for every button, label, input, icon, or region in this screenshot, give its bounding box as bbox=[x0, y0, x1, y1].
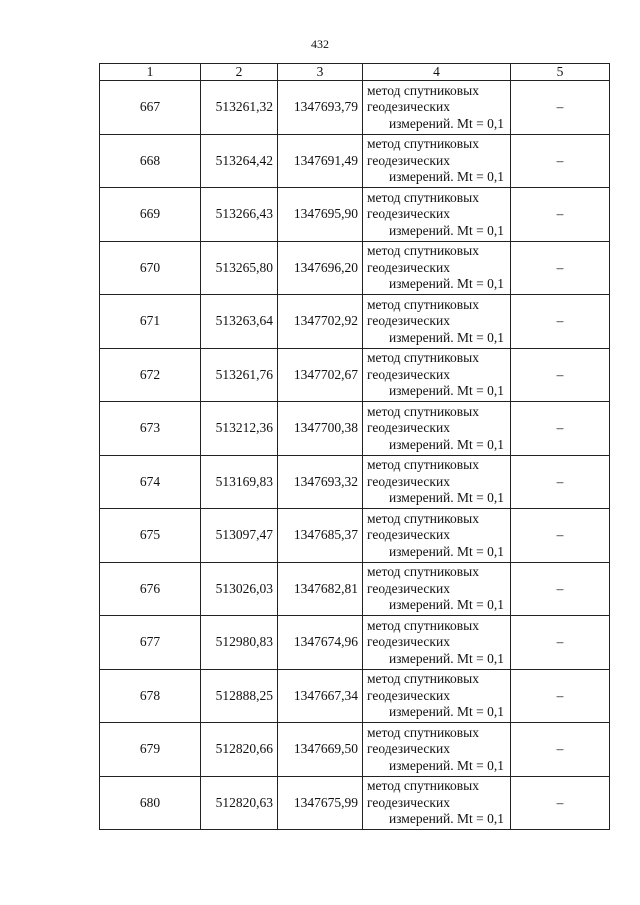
x-coordinate-cell: 513026,03 bbox=[201, 562, 278, 616]
table-header bbox=[100, 64, 610, 81]
note-cell: – bbox=[511, 455, 610, 509]
y-coordinate-cell: 1347691,49 bbox=[278, 134, 363, 188]
method-cell bbox=[363, 134, 511, 188]
x-coordinate-cell: 513266,43 bbox=[201, 188, 278, 242]
table-row bbox=[100, 348, 610, 402]
y-coordinate-cell: 1347667,34 bbox=[278, 669, 363, 723]
x-coordinate-cell: 513261,76 bbox=[201, 348, 278, 402]
y-coordinate-cell: 1347696,20 bbox=[278, 241, 363, 295]
y-coordinate-cell: 1347693,79 bbox=[278, 81, 363, 135]
method-line: метод спутниковых bbox=[367, 350, 479, 365]
method-cell bbox=[363, 616, 511, 670]
method-line: метод спутниковых bbox=[367, 510, 479, 526]
y-coordinate-cell: 1347702,92 bbox=[278, 295, 363, 349]
x-coordinate-cell: 512980,83 bbox=[201, 616, 278, 670]
point-number-cell: 670 bbox=[100, 241, 201, 295]
x-coordinate-cell: 513263,64 bbox=[201, 295, 278, 349]
method-line: измерений. Mt = 0,1 bbox=[388, 811, 504, 826]
method-line: измерений. Mt = 0,1 bbox=[388, 169, 504, 184]
method-cell bbox=[363, 509, 511, 563]
point-number-cell: 668 bbox=[100, 134, 201, 188]
note-cell: – bbox=[511, 241, 610, 295]
table-row bbox=[100, 241, 610, 295]
method-line: измерений. Mt = 0,1 bbox=[388, 597, 504, 612]
x-coordinate-cell: 513097,47 bbox=[201, 509, 278, 563]
point-number-cell: 672 bbox=[100, 348, 201, 402]
method-cell bbox=[363, 669, 511, 723]
y-coordinate-cell: 1347675,99 bbox=[278, 776, 363, 830]
method-line: геодезических bbox=[367, 527, 450, 542]
method-line: геодезических bbox=[367, 152, 450, 168]
note-cell: – bbox=[511, 81, 610, 135]
note-cell: – bbox=[511, 188, 610, 242]
table-row bbox=[100, 616, 610, 670]
point-number-cell: 675 bbox=[100, 509, 201, 563]
method-line: геодезических bbox=[367, 473, 450, 489]
method-line: измерений. Mt = 0,1 bbox=[388, 276, 504, 291]
method-line: измерений. Mt = 0,1 bbox=[388, 757, 504, 773]
point-number-cell: 671 bbox=[100, 295, 201, 349]
y-coordinate-cell: 1347685,37 bbox=[278, 509, 363, 563]
method-cell bbox=[363, 81, 511, 135]
method-line: геодезических bbox=[367, 634, 450, 649]
method-line: геодезических bbox=[367, 259, 450, 275]
method-cell bbox=[363, 455, 511, 509]
point-number-cell: 674 bbox=[100, 455, 201, 509]
method-line: измерений. Mt = 0,1 bbox=[388, 383, 504, 398]
note-cell: – bbox=[511, 562, 610, 616]
method-line: метод спутниковых bbox=[367, 564, 479, 579]
point-number-cell: 680 bbox=[100, 776, 201, 830]
method-line: метод спутниковых bbox=[367, 243, 479, 258]
point-number-cell: 676 bbox=[100, 562, 201, 616]
note-cell: – bbox=[511, 723, 610, 777]
point-number-cell: 673 bbox=[100, 402, 201, 456]
note-cell: – bbox=[511, 402, 610, 456]
table-row bbox=[100, 455, 610, 509]
method-line: измерений. Mt = 0,1 bbox=[388, 222, 504, 238]
method-line: метод спутниковых bbox=[367, 296, 479, 312]
point-number-cell: 679 bbox=[100, 723, 201, 777]
method-line: измерений. Mt = 0,1 bbox=[388, 543, 504, 559]
method-line: геодезических bbox=[367, 687, 450, 703]
table-row bbox=[100, 669, 610, 723]
method-line: метод спутниковых bbox=[367, 189, 479, 205]
table-row bbox=[100, 402, 610, 456]
header-col-4: 4 bbox=[363, 64, 511, 81]
method-line: геодезических bbox=[367, 366, 450, 382]
x-coordinate-cell: 513169,83 bbox=[201, 455, 278, 509]
method-line: измерений. Mt = 0,1 bbox=[388, 704, 504, 719]
method-line: метод спутниковых bbox=[367, 136, 479, 151]
method-cell bbox=[363, 402, 511, 456]
x-coordinate-cell: 513265,80 bbox=[201, 241, 278, 295]
method-line: геодезических bbox=[367, 580, 450, 596]
method-cell bbox=[363, 188, 511, 242]
note-cell: – bbox=[511, 295, 610, 349]
page-number: 432 bbox=[311, 37, 329, 51]
method-line: измерений. Mt = 0,1 bbox=[388, 436, 504, 452]
method-line: метод спутниковых bbox=[367, 82, 479, 98]
header-col-3: 3 bbox=[278, 64, 363, 81]
header-col-2: 2 bbox=[201, 64, 278, 81]
method-line: геодезических bbox=[367, 420, 450, 435]
note-cell: – bbox=[511, 509, 610, 563]
method-cell bbox=[363, 562, 511, 616]
x-coordinate-cell: 513212,36 bbox=[201, 402, 278, 456]
y-coordinate-cell: 1347669,50 bbox=[278, 723, 363, 777]
method-line: измерений. Mt = 0,1 bbox=[388, 329, 504, 345]
x-coordinate-cell: 513261,32 bbox=[201, 81, 278, 135]
table-row bbox=[100, 295, 610, 349]
x-coordinate-cell: 513264,42 bbox=[201, 134, 278, 188]
method-line: метод спутниковых bbox=[367, 403, 479, 419]
method-line: измерений. Mt = 0,1 bbox=[388, 650, 504, 666]
note-cell: – bbox=[511, 669, 610, 723]
note-cell: – bbox=[511, 776, 610, 830]
y-coordinate-cell: 1347674,96 bbox=[278, 616, 363, 670]
method-line: метод спутниковых bbox=[367, 724, 479, 740]
method-line: измерений. Mt = 0,1 bbox=[388, 490, 504, 505]
note-cell: – bbox=[511, 616, 610, 670]
x-coordinate-cell: 512820,63 bbox=[201, 776, 278, 830]
table-body bbox=[100, 81, 610, 830]
header-col-1: 1 bbox=[100, 64, 201, 81]
method-cell bbox=[363, 776, 511, 830]
point-number-cell: 677 bbox=[100, 616, 201, 670]
note-cell: – bbox=[511, 348, 610, 402]
method-cell bbox=[363, 241, 511, 295]
method-line: геодезических bbox=[367, 313, 450, 328]
header-col-5: 5 bbox=[511, 64, 610, 81]
x-coordinate-cell: 512888,25 bbox=[201, 669, 278, 723]
y-coordinate-cell: 1347695,90 bbox=[278, 188, 363, 242]
method-line: геодезических bbox=[367, 741, 450, 756]
note-cell: – bbox=[511, 134, 610, 188]
method-line: измерений. Mt = 0,1 bbox=[388, 115, 504, 131]
method-cell bbox=[363, 295, 511, 349]
table-row bbox=[100, 562, 610, 616]
table-row bbox=[100, 81, 610, 135]
table-row bbox=[100, 134, 610, 188]
table-row bbox=[100, 188, 610, 242]
point-number-cell: 667 bbox=[100, 81, 201, 135]
method-line: метод спутниковых bbox=[367, 778, 479, 793]
method-line: метод спутниковых bbox=[367, 671, 479, 686]
point-number-cell: 678 bbox=[100, 669, 201, 723]
table-row bbox=[100, 776, 610, 830]
table-row bbox=[100, 723, 610, 777]
method-cell bbox=[363, 723, 511, 777]
x-coordinate-cell: 512820,66 bbox=[201, 723, 278, 777]
header-row bbox=[100, 64, 610, 81]
method-line: геодезических bbox=[367, 206, 450, 221]
method-line: геодезических bbox=[367, 794, 450, 810]
y-coordinate-cell: 1347702,67 bbox=[278, 348, 363, 402]
y-coordinate-cell: 1347693,32 bbox=[278, 455, 363, 509]
coordinates-table bbox=[99, 63, 610, 830]
method-line: геодезических bbox=[367, 99, 450, 114]
method-line: метод спутниковых bbox=[367, 617, 479, 633]
method-cell bbox=[363, 348, 511, 402]
method-line: метод спутниковых bbox=[367, 457, 479, 472]
point-number-cell: 669 bbox=[100, 188, 201, 242]
y-coordinate-cell: 1347682,81 bbox=[278, 562, 363, 616]
y-coordinate-cell: 1347700,38 bbox=[278, 402, 363, 456]
table-row bbox=[100, 509, 610, 563]
